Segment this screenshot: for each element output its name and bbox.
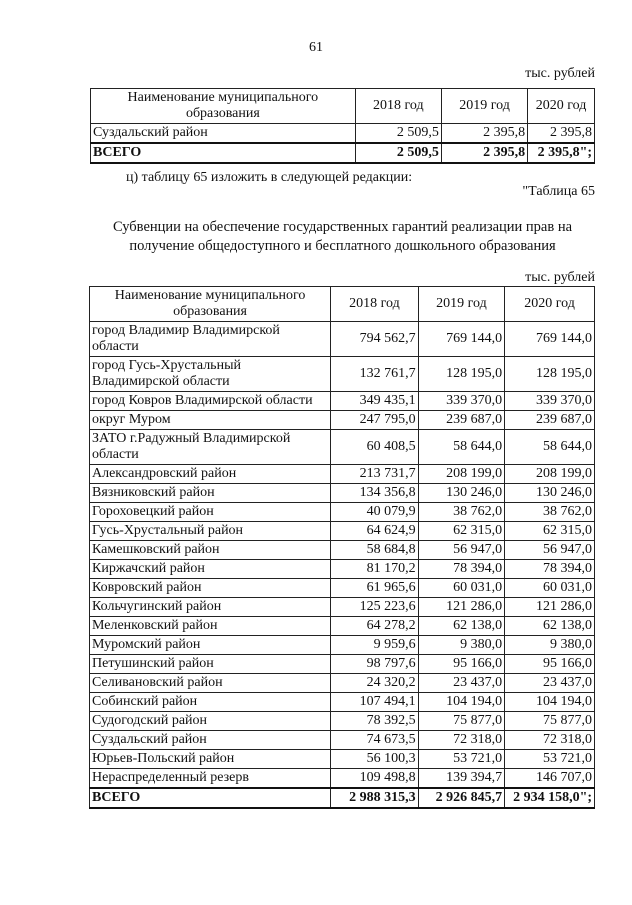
value-2020: 60 031,0 <box>505 579 595 598</box>
table-row <box>91 124 595 144</box>
value-2018: 40 079,9 <box>331 503 418 522</box>
value-2020: 75 877,0 <box>505 712 595 731</box>
value-2020: 62 138,0 <box>505 617 595 636</box>
value-2018: 2 509,5 <box>355 124 441 144</box>
table-row <box>90 617 595 636</box>
table-row <box>90 693 595 712</box>
value-2018: 134 356,8 <box>331 484 418 503</box>
value-2019: 78 394,0 <box>418 560 505 579</box>
total-2019: 2 926 845,7 <box>418 788 505 808</box>
table-suzdal-summary <box>90 88 595 164</box>
row-name: Гусь-Хрустальный район <box>90 522 331 541</box>
row-name: Киржачский район <box>90 560 331 579</box>
total-row <box>90 788 595 808</box>
value-2019: 9 380,0 <box>418 636 505 655</box>
row-name: Кольчугинский район <box>90 598 331 617</box>
row-name: Меленковский район <box>90 617 331 636</box>
value-2019: 128 195,0 <box>418 357 505 392</box>
table-label: "Таблица 65 <box>522 184 595 199</box>
value-2019: 130 246,0 <box>418 484 505 503</box>
value-2019: 339 370,0 <box>418 392 505 411</box>
column-header-2018: 2018 год <box>331 287 418 322</box>
value-2020: 146 707,0 <box>505 769 595 789</box>
value-2018: 247 795,0 <box>331 411 418 430</box>
table-row <box>90 750 595 769</box>
column-header-municipality: Наименование муниципального образования <box>90 287 331 322</box>
table-row <box>90 560 595 579</box>
value-2020: 72 318,0 <box>505 731 595 750</box>
total-row <box>91 143 595 163</box>
table-row <box>90 769 595 789</box>
value-2019: 104 194,0 <box>418 693 505 712</box>
total-2018: 2 988 315,3 <box>331 788 418 808</box>
value-2018: 64 624,9 <box>331 522 418 541</box>
column-header-municipality: Наименование муниципального образования <box>91 89 356 124</box>
row-name: Собинский район <box>90 693 331 712</box>
value-2020: 128 195,0 <box>505 357 595 392</box>
value-2018: 349 435,1 <box>331 392 418 411</box>
value-2020: 38 762,0 <box>505 503 595 522</box>
row-name: Ковровский район <box>90 579 331 598</box>
value-2019: 53 721,0 <box>418 750 505 769</box>
row-name: Вязниковский район <box>90 484 331 503</box>
row-name: Камешковский район <box>90 541 331 560</box>
value-2019: 38 762,0 <box>418 503 505 522</box>
table-row <box>90 392 595 411</box>
total-2020: 2 395,8"; <box>528 143 595 163</box>
unit-label: тыс. рублей <box>525 270 595 285</box>
value-2020: 53 721,0 <box>505 750 595 769</box>
value-2020: 121 286,0 <box>505 598 595 617</box>
row-name: Юрьев-Польский район <box>90 750 331 769</box>
row-name: город Гусь-Хрустальный Владимирской области <box>90 357 331 392</box>
value-2018: 58 684,8 <box>331 541 418 560</box>
value-2018: 109 498,8 <box>331 769 418 789</box>
value-2019: 56 947,0 <box>418 541 505 560</box>
value-2018: 794 562,7 <box>331 322 418 357</box>
value-2018: 81 170,2 <box>331 560 418 579</box>
value-2020: 2 395,8 <box>528 124 595 144</box>
column-header-2018: 2018 год <box>355 89 441 124</box>
value-2018: 98 797,6 <box>331 655 418 674</box>
value-2019: 2 395,8 <box>441 124 527 144</box>
value-2019: 75 877,0 <box>418 712 505 731</box>
value-2019: 58 644,0 <box>418 430 505 465</box>
total-2019: 2 395,8 <box>441 143 527 163</box>
table-row <box>90 655 595 674</box>
value-2020: 56 947,0 <box>505 541 595 560</box>
value-2018: 125 223,6 <box>331 598 418 617</box>
unit-label: тыс. рублей <box>525 66 595 81</box>
value-2019: 121 286,0 <box>418 598 505 617</box>
row-name: Суздальский район <box>91 124 356 144</box>
column-header-2019: 2019 год <box>441 89 527 124</box>
value-2019: 95 166,0 <box>418 655 505 674</box>
row-name: округ Муром <box>90 411 331 430</box>
value-2018: 9 959,6 <box>331 636 418 655</box>
table-row <box>90 541 595 560</box>
table-row <box>90 411 595 430</box>
row-name: город Ковров Владимирской области <box>90 392 331 411</box>
value-2018: 56 100,3 <box>331 750 418 769</box>
row-name: город Владимир Владимирской области <box>90 322 331 357</box>
value-2020: 58 644,0 <box>505 430 595 465</box>
table-row <box>90 357 595 392</box>
value-2018: 107 494,1 <box>331 693 418 712</box>
value-2019: 23 437,0 <box>418 674 505 693</box>
table-header-row <box>91 89 595 124</box>
value-2020: 339 370,0 <box>505 392 595 411</box>
value-2018: 64 278,2 <box>331 617 418 636</box>
row-name: Суздальский район <box>90 731 331 750</box>
value-2018: 60 408,5 <box>331 430 418 465</box>
table-row <box>90 465 595 484</box>
value-2019: 60 031,0 <box>418 579 505 598</box>
table-row <box>90 598 595 617</box>
table-row <box>90 503 595 522</box>
value-2018: 78 392,5 <box>331 712 418 731</box>
value-2020: 130 246,0 <box>505 484 595 503</box>
value-2019: 72 318,0 <box>418 731 505 750</box>
value-2019: 239 687,0 <box>418 411 505 430</box>
table-row <box>90 484 595 503</box>
value-2020: 239 687,0 <box>505 411 595 430</box>
value-2020: 95 166,0 <box>505 655 595 674</box>
column-header-2020: 2020 год <box>505 287 595 322</box>
page-number: 61 <box>309 40 323 55</box>
value-2019: 769 144,0 <box>418 322 505 357</box>
value-2020: 23 437,0 <box>505 674 595 693</box>
value-2018: 213 731,7 <box>331 465 418 484</box>
value-2019: 62 315,0 <box>418 522 505 541</box>
value-2020: 9 380,0 <box>505 636 595 655</box>
value-2018: 61 965,6 <box>331 579 418 598</box>
column-header-2020: 2020 год <box>528 89 595 124</box>
table-subventions <box>89 286 595 809</box>
row-name: ЗАТО г.Радужный Владимирской области <box>90 430 331 465</box>
value-2019: 139 394,7 <box>418 769 505 789</box>
table-row <box>90 712 595 731</box>
value-2020: 769 144,0 <box>505 322 595 357</box>
total-2020: 2 934 158,0"; <box>505 788 595 808</box>
value-2020: 62 315,0 <box>505 522 595 541</box>
table-row <box>90 674 595 693</box>
value-2019: 62 138,0 <box>418 617 505 636</box>
row-name: Селивановский район <box>90 674 331 693</box>
row-name: Муромский район <box>90 636 331 655</box>
value-2019: 208 199,0 <box>418 465 505 484</box>
table-title: Субвенции на обеспечение государственных гарантий реализации прав на получение общедоступного и бесплатного дошкольного образования <box>112 219 573 254</box>
value-2018: 24 320,2 <box>331 674 418 693</box>
total-label: ВСЕГО <box>90 788 331 808</box>
amendment-note: ц) таблицу 65 изложить в следующей редакции: <box>126 170 413 185</box>
table-row <box>90 322 595 357</box>
row-name: Александровский район <box>90 465 331 484</box>
total-2018: 2 509,5 <box>355 143 441 163</box>
total-label: ВСЕГО <box>91 143 356 163</box>
row-name: Петушинский район <box>90 655 331 674</box>
value-2018: 132 761,7 <box>331 357 418 392</box>
column-header-2019: 2019 год <box>418 287 505 322</box>
table-row <box>90 731 595 750</box>
table-row <box>90 579 595 598</box>
table-header-row <box>90 287 595 322</box>
row-name: Гороховецкий район <box>90 503 331 522</box>
value-2020: 78 394,0 <box>505 560 595 579</box>
value-2018: 74 673,5 <box>331 731 418 750</box>
table-row <box>90 522 595 541</box>
table-row <box>90 430 595 465</box>
row-name: Судогодский район <box>90 712 331 731</box>
row-name: Нераспределенный резерв <box>90 769 331 789</box>
value-2020: 208 199,0 <box>505 465 595 484</box>
value-2020: 104 194,0 <box>505 693 595 712</box>
table-row <box>90 636 595 655</box>
